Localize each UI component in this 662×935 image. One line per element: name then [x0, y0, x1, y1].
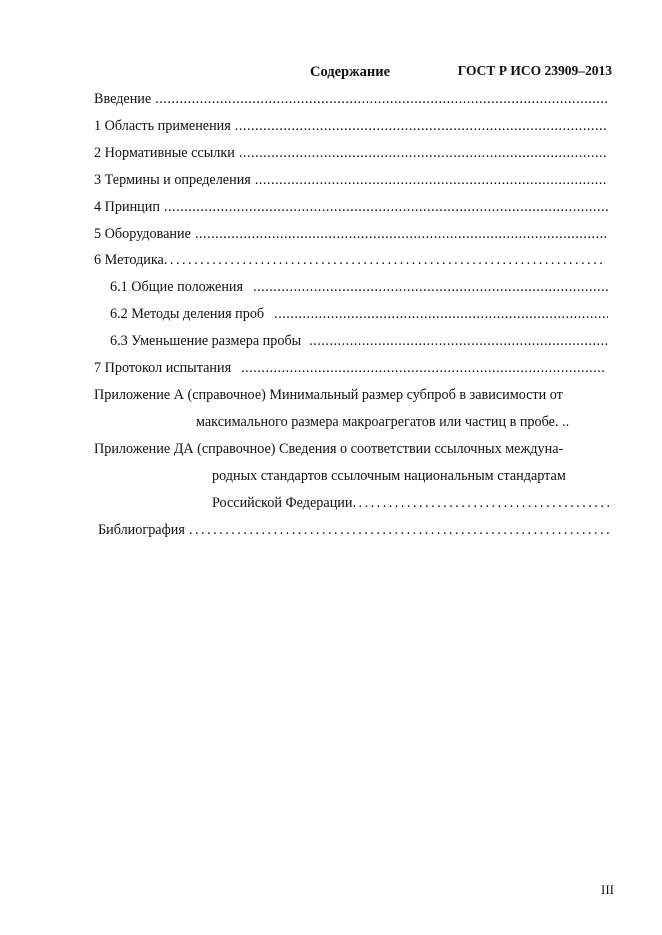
page-number: III — [601, 882, 614, 897]
toc-item-label: 6.1 Общие положения — [110, 279, 244, 295]
toc-item-label: 4 Принцип — [94, 199, 160, 215]
toc-item-label: 7 Протокол испытания — [94, 360, 232, 376]
dot-leader — [255, 172, 608, 189]
toc-item[interactable] — [94, 226, 608, 246]
toc-item-label: 2 Нормативные ссылки — [94, 145, 235, 161]
toc-item-label: 5 Оборудование — [94, 226, 191, 242]
toc-item[interactable] — [110, 333, 608, 353]
toc-item-label: Библиография — [98, 522, 185, 538]
dot-leader — [241, 360, 605, 377]
toc-item-label: Введение — [94, 91, 152, 107]
toc-appendix-a-line2[interactable]: максимального размера макроагрегатов или частиц в пробе. .. — [196, 414, 570, 430]
dot-leader — [352, 495, 609, 512]
toc-item-label: 1 Область применения — [94, 118, 231, 134]
document-header: ГОСТ Р ИСО 23909–2013 — [457, 63, 612, 78]
toc-item[interactable] — [110, 279, 608, 299]
toc-appendix-da-line1[interactable]: Приложение ДА (справочное) Сведения о соответствии ссылочных междуна- — [94, 441, 564, 457]
toc-item[interactable] — [94, 252, 604, 272]
dot-leader — [189, 522, 609, 539]
dot-leader — [195, 226, 608, 243]
toc-item-label: 6.3 Уменьшение размера пробы — [110, 333, 302, 349]
toc-item-label: 6 Методика — [94, 252, 164, 268]
toc-item[interactable] — [94, 199, 608, 219]
dot-leader — [164, 252, 604, 269]
toc-appendix-da-line3[interactable] — [212, 495, 609, 515]
toc-item-label: 3 Термины и определения — [94, 172, 251, 188]
dot-leader — [253, 279, 608, 296]
toc-item-label: 6.2 Методы деления проб — [110, 306, 265, 322]
toc-item[interactable] — [94, 91, 608, 111]
dot-leader — [309, 333, 608, 350]
dot-leader — [235, 118, 608, 135]
toc-item[interactable] — [94, 118, 608, 138]
dot-leader — [274, 306, 608, 323]
toc-item[interactable] — [110, 306, 608, 326]
dot-leader — [155, 91, 608, 108]
toc-item[interactable] — [94, 360, 605, 380]
toc-appendix-da-line2[interactable]: родных стандартов ссылочным национальным стандартам — [212, 468, 566, 484]
dot-leader — [239, 145, 608, 162]
page-title: Содержание — [309, 64, 391, 80]
toc-bibliography[interactable] — [98, 522, 609, 542]
toc-item-label: Российской Федерации — [212, 495, 353, 511]
dot-leader — [164, 199, 608, 216]
toc-item[interactable] — [94, 145, 608, 165]
toc-appendix-a-line1[interactable]: Приложение А (справочное) Минимальный размер субпроб в зависимости от — [94, 387, 563, 403]
toc-item[interactable] — [94, 172, 608, 192]
